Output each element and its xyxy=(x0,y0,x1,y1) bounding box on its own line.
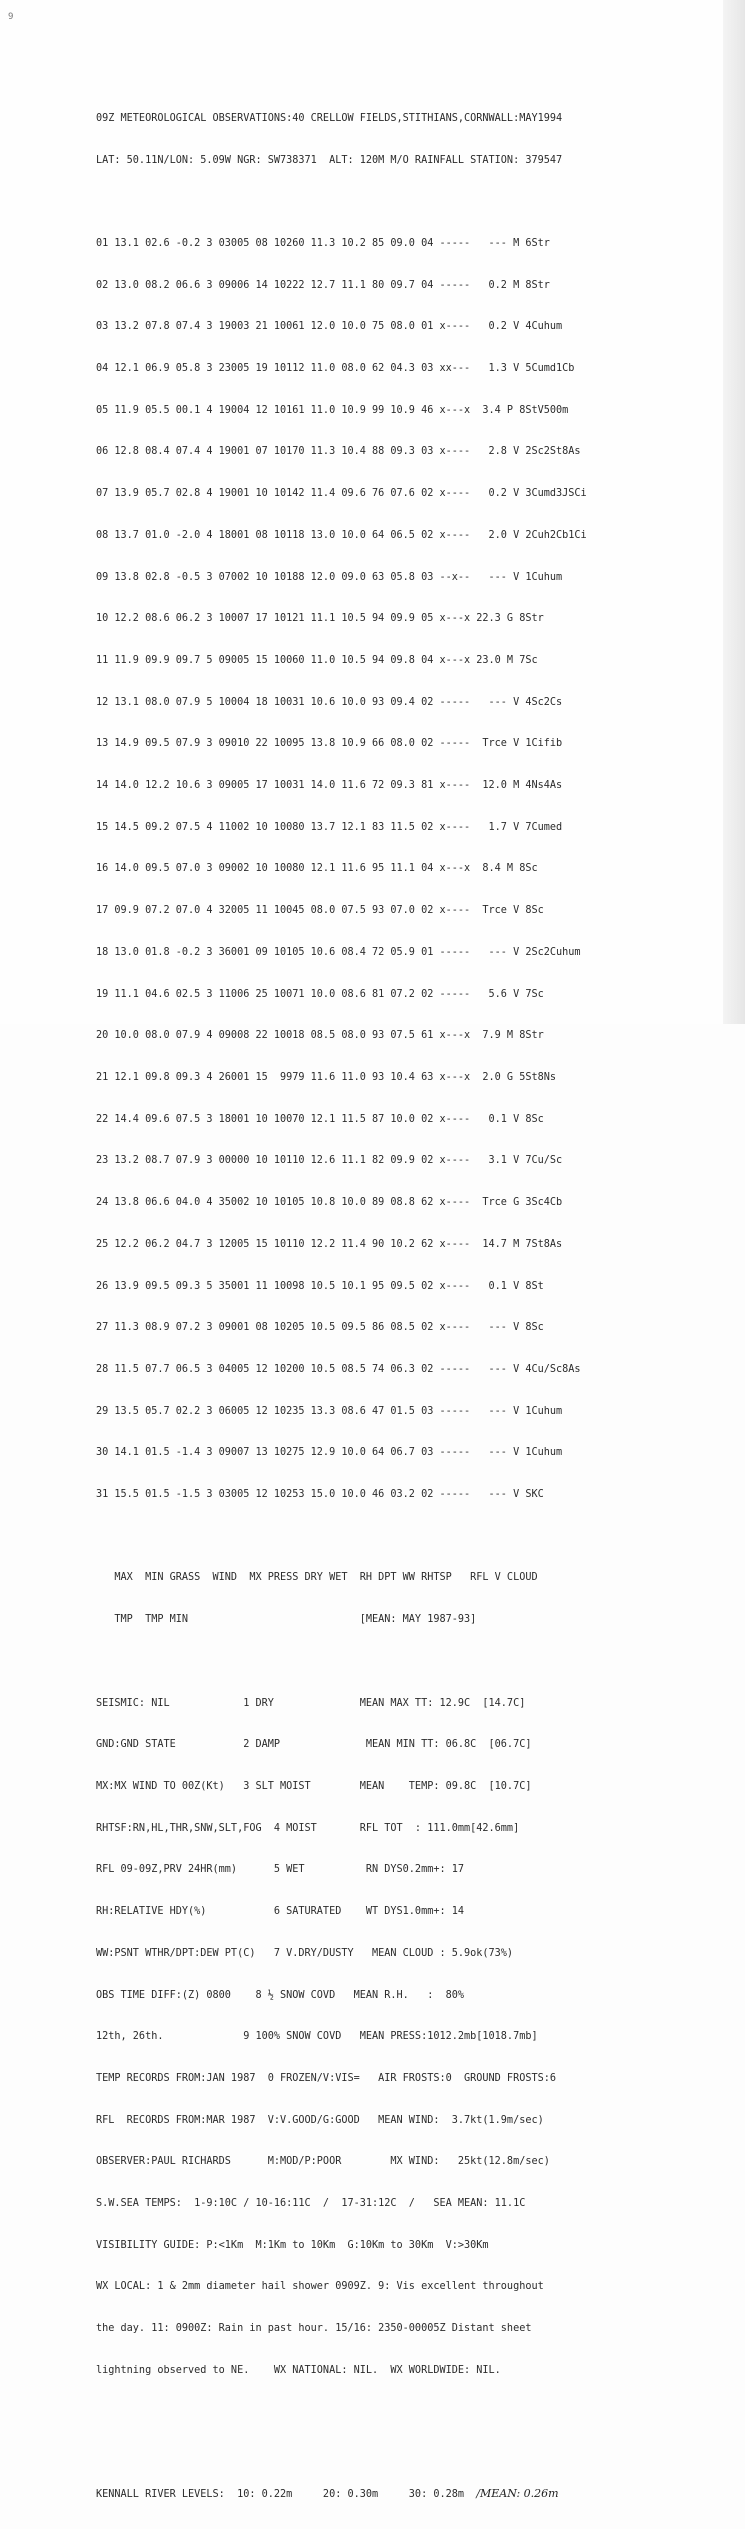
table-row: 02 13.0 08.2 06.6 3 09006 14 10222 12.7 11.1 80 09.7 04 ----- 0.2 M 8Str xyxy=(96,279,550,291)
note-line: S.W.SEA TEMPS: 1-9:10C / 10-16:11C / 17-31:12C / SEA MEAN: 11.1C xyxy=(96,2198,526,2210)
note-line: WW:PSNT WTHR/DPT:DEW PT(C) 7 V.DRY/DUSTY MEAN CLOUD : 5.9ok(73%) xyxy=(96,1947,514,1959)
table-row: 17 09.9 07.2 07.0 4 32005 11 10045 08.0 07.5 93 07.0 02 x---- Trce V 8Sc xyxy=(96,905,544,917)
river-levels xyxy=(96,2487,656,2501)
table-row: 16 14.0 09.5 07.0 3 09002 10 10080 12.1 11.6 95 11.1 04 x---x 8.4 M 8Sc xyxy=(96,863,538,875)
table-row: 12 13.1 08.0 07.9 5 10004 18 10031 10.6 10.0 93 09.4 02 ----- --- V 4Sc2Cs xyxy=(96,696,563,708)
note-line: WX LOCAL: 1 & 2mm diameter hail shower 0909Z. 9: Vis excellent throughout xyxy=(96,2281,544,2293)
table-row: 18 13.0 01.8 -0.2 3 36001 09 10105 10.6 08.4 72 05.9 01 ----- --- V 2Sc2Cuhum xyxy=(96,946,581,958)
table-row: 27 11.3 08.9 07.2 3 09001 08 10205 10.5 09.5 86 08.5 02 x---- --- V 8Sc xyxy=(96,1322,544,1334)
handwritten-mean: /MEAN: 0.26m xyxy=(476,2487,559,2501)
table-row: 13 14.9 09.5 07.9 3 09010 22 10095 13.8 10.9 66 08.0 02 ----- Trce V 1Cifib xyxy=(96,738,563,750)
note-line: lightning observed to NE. WX NATIONAL: NIL. WX WORLDWIDE: NIL. xyxy=(96,2364,501,2376)
table-row: 21 12.1 09.8 09.3 4 26001 15 9979 11.6 11.0 93 10.4 63 x---x 2.0 G 5St8Ns xyxy=(96,1072,557,1083)
note-line: VISIBILITY GUIDE: P:<1Km M:1Km to 10Km G:10Km to 30Km V:>30Km xyxy=(96,2239,489,2251)
table-row: 05 11.9 05.5 00.1 4 19004 12 10161 11.0 10.9 99 10.9 46 x---x 3.4 P 8StV500m xyxy=(96,404,569,416)
note-line: SEISMIC: NIL 1 DRY MEAN MAX TT: 12.9C [14.7C] xyxy=(96,1697,526,1709)
table-row: 01 13.1 02.6 -0.2 3 03005 08 10260 11.3 10.2 85 09.0 04 ----- --- M 6Str xyxy=(96,237,550,249)
note-line: RH:RELATIVE HDY(%) 6 SATURATED WT DYS1.0mm+: 14 xyxy=(96,1906,465,1918)
table-row: 11 11.9 09.9 09.7 5 09005 15 10060 11.0 10.5 94 09.8 04 x---x 23.0 M 7Sc xyxy=(96,654,538,666)
table-row: 03 13.2 07.8 07.4 3 19003 21 10061 12.0 10.0 75 08.0 01 x---- 0.2 V 4Cuhum xyxy=(96,321,563,333)
table-row: 30 14.1 01.5 -1.4 3 09007 13 10275 12.9 10.0 64 06.7 03 ----- --- V 1Cuhum xyxy=(96,1447,563,1459)
page-edge-shadow xyxy=(723,0,745,1024)
note-line: GND:GND STATE 2 DAMP MEAN MIN TT: 06.8C [06.7C] xyxy=(96,1739,532,1751)
table-row: 08 13.7 01.0 -2.0 4 18001 08 10118 13.0 10.0 64 06.5 02 x---- 2.0 V 2Cuh2Cb1Ci xyxy=(96,529,587,541)
note-line: RFL 09-09Z,PRV 24HR(mm) 5 WET RN DYS0.2mm+: 17 xyxy=(96,1864,465,1876)
column-header-line-1: MAX MIN GRASS WIND MX PRESS DRY WET RH DPT WW RHTSP RFL V CLOUD xyxy=(96,1572,538,1584)
note-line: 12th, 26th. 9 100% SNOW COVD MEAN PRESS:1012.2mb[1018.7mb] xyxy=(96,2031,538,2043)
table-row: 15 14.5 09.2 07.5 4 11002 10 10080 13.7 12.1 83 11.5 02 x---- 1.7 V 7Cumed xyxy=(96,821,563,833)
corner-mark: 9 xyxy=(8,12,14,22)
table-row: 20 10.0 08.0 07.9 4 09008 22 10018 08.5 08.0 93 07.5 61 x---x 7.9 M 8Str xyxy=(96,1030,544,1042)
note-line: RFL RECORDS FROM:MAR 1987 V:V.GOOD/G:GOOD MEAN WIND: 3.7kt(1.9m/sec) xyxy=(96,2114,544,2126)
report-title: 09Z METEOROLOGICAL OBSERVATIONS:40 CRELLOW FIELDS,STITHIANS,CORNWALL:MAY1994 xyxy=(96,112,563,124)
table-row: 14 14.0 12.2 10.6 3 09005 17 10031 14.0 11.6 72 09.3 81 x---- 12.0 M 4Ns4As xyxy=(96,780,563,792)
table-row: 07 13.9 05.7 02.8 4 19001 10 10142 11.4 09.6 76 07.6 02 x---- 0.2 V 3Cumd3JSCi xyxy=(96,488,587,500)
column-header-line-2: TMP TMP MIN [MEAN: MAY 1987-93] xyxy=(96,1614,477,1626)
note-line: the day. 11: 0900Z: Rain in past hour. 15/16: 2350-00005Z Distant sheet xyxy=(96,2323,532,2335)
table-row: 25 12.2 06.2 04.7 3 12005 15 10110 12.2 11.4 90 10.2 62 x---- 14.7 M 7St8As xyxy=(96,1238,563,1250)
station-location: LAT: 50.11N/LON: 5.09W NGR: SW738371 ALT: 120M M/O RAINFALL STATION: 379547 xyxy=(96,154,563,166)
river-levels-text: KENNALL RIVER LEVELS: 10: 0.22m 20: 0.30m 30: 0.28m xyxy=(96,2489,477,2501)
table-row: 06 12.8 08.4 07.4 4 19001 07 10170 11.3 10.4 88 09.3 03 x---- 2.8 V 2Sc2St8As xyxy=(96,446,581,458)
note-line: TEMP RECORDS FROM:JAN 1987 0 FROZEN/V:VIS= AIR FROSTS:0 GROUND FROSTS:6 xyxy=(96,2072,557,2084)
table-row: 09 13.8 02.8 -0.5 3 07002 10 10188 12.0 09.0 63 05.8 03 --x-- --- V 1Cuhum xyxy=(96,571,563,583)
note-line: OBS TIME DIFF:(Z) 0800 8 ½ SNOW COVD MEAN R.H. : 80% xyxy=(96,1989,465,2001)
table-row: 31 15.5 01.5 -1.5 3 03005 12 10253 15.0 10.0 46 03.2 02 ----- --- V SKC xyxy=(96,1489,544,1501)
table-row: 19 11.1 04.6 02.5 3 11006 25 10071 10.0 08.6 81 07.2 02 ----- 5.6 V 7Sc xyxy=(96,988,544,1000)
table-row: 04 12.1 06.9 05.8 3 23005 19 10112 11.0 08.0 62 04.3 03 xx--- 1.3 V 5Cumd1Cb xyxy=(96,363,575,375)
notes-and-summary xyxy=(96,1669,656,2406)
table-row: 26 13.9 09.5 09.3 5 35001 11 10098 10.5 10.1 95 09.5 02 x---- 0.1 V 8St xyxy=(96,1280,544,1292)
note-line: MX:MX WIND TO 00Z(Kt) 3 SLT MOIST MEAN TEMP: 09.8C [10.7C] xyxy=(96,1780,532,1792)
table-row: 23 13.2 08.7 07.9 3 00000 10 10110 12.6 11.1 82 09.9 02 x---- 3.1 V 7Cu/Sc xyxy=(96,1155,563,1167)
spacer xyxy=(96,2447,656,2459)
table-row: 28 11.5 07.7 06.5 3 04005 12 10200 10.5 08.5 74 06.3 02 ----- --- V 4Cu/Sc8As xyxy=(96,1363,581,1375)
table-row: 22 14.4 09.6 07.5 3 18001 10 10070 12.1 11.5 87 10.0 02 x---- 0.1 V 8Sc xyxy=(96,1113,544,1125)
note-line: RHTSF:RN,HL,THR,SNW,SLT,FOG 4 MOIST RFL TOT : 111.0mm[42.6mm] xyxy=(96,1822,520,1834)
table-row: 29 13.5 05.7 02.2 3 06005 12 10235 13.3 08.6 47 01.5 03 ----- --- V 1Cuhum xyxy=(96,1405,563,1417)
daily-observations-table xyxy=(96,209,656,1530)
observation-report xyxy=(96,84,656,2529)
note-line: OBSERVER:PAUL RICHARDS M:MOD/P:POOR MX WIND: 25kt(12.8m/sec) xyxy=(96,2156,550,2168)
table-row: 10 12.2 08.6 06.2 3 10007 17 10121 11.1 10.5 94 09.9 05 x---x 22.3 G 8Str xyxy=(96,613,544,625)
table-row: 24 13.8 06.6 04.0 4 35002 10 10105 10.8 10.0 89 08.8 62 x---- Trce G 3Sc4Cb xyxy=(96,1197,563,1209)
